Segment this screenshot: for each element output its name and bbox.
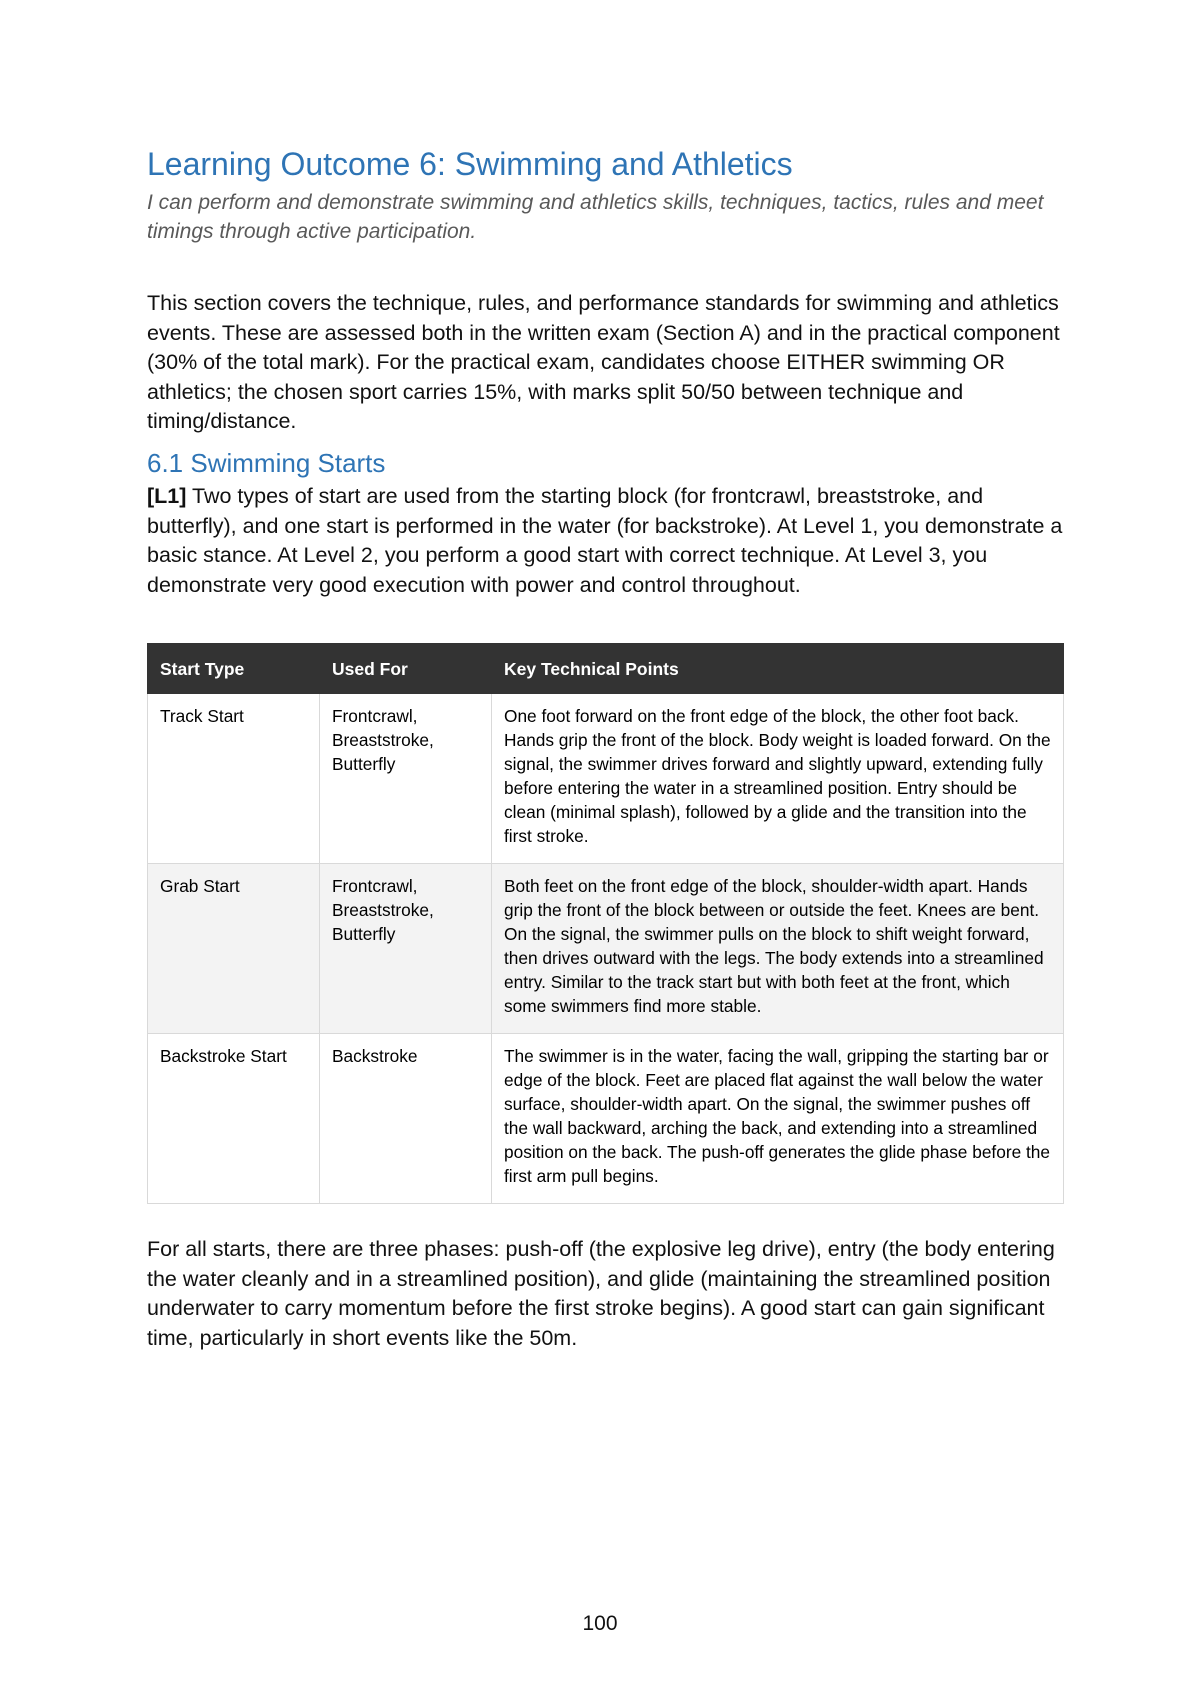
- cell-start-type: Track Start: [148, 694, 320, 864]
- cell-key-points: One foot forward on the front edge of the block, the other foot back. Hands grip the front of the block. Body weight is loaded forward. On the signal, the swimmer drives forward and slightly upward, extending fully before entering the water in a streamlined position. Entry should be clean (minimal splash), followed by a glide and the transition into the first stroke.: [492, 694, 1064, 864]
- section-body: Two types of start are used from the starting block (for frontcrawl, breaststroke, and butterfly), and one start is performed in the water (for backstroke). At Level 1, you demonstrate a basic stance. At Level 2, you perform a good start with correct technique. At Level 3, you demonstrate very good execution with power and control throughout.: [147, 484, 1063, 597]
- table-row: [148, 694, 1064, 864]
- header-start-type: Start Type: [148, 644, 320, 694]
- cell-used-for: Backstroke: [320, 1034, 492, 1204]
- table-row: [148, 1034, 1064, 1204]
- table-row: [148, 864, 1064, 1034]
- section-heading: 6.1 Swimming Starts: [147, 448, 386, 478]
- header-key-points: Key Technical Points: [492, 644, 1064, 694]
- closing-paragraph: For all starts, there are three phases: push-off (the explosive leg drive), entry (the body entering the water cleanly and in a streamlined position), and glide (maintaining the streamlined position underwater to carry momentum before the first stroke begins). A good start can gain significant time, particularly in short events like the 50m.: [147, 1237, 1055, 1350]
- cell-key-points: The swimmer is in the water, facing the wall, gripping the starting bar or edge of the block. Feet are placed flat against the wall below the water surface, shoulder-width apart. On the signal, the swimmer pushes off the wall backward, arching the back, and extending into a streamlined position on the back. The push-off generates the glide phase before the first arm pull begins.: [492, 1034, 1064, 1204]
- intro-paragraph: This section covers the technique, rules, and performance standards for swimming and athletics events. These are assessed both in the written exam (Section A) and in the practical component (30% of the total mark). For the practical exam, candidates choose EITHER swimming OR athletics; the chosen sport carries 15%, with marks split 50/50 between technique and timing/distance.: [147, 291, 1060, 433]
- section-paragraph: [147, 482, 1063, 600]
- cell-used-for: Frontcrawl, Breaststroke, Butterfly: [320, 694, 492, 864]
- cell-key-points: Both feet on the front edge of the block, shoulder-width apart. Hands grip the front of the block between or outside the feet. Knees are bent. On the signal, the swimmer pulls on the block to shift weight forward, then drives outward with the legs. The body extends into a streamlined entry. Similar to the track start but with both feet at the front, which some swimmers find more stable.: [492, 864, 1064, 1034]
- level-tag: [L1]: [147, 484, 187, 508]
- learning-outcome-statement: I can perform and demonstrate swimming and athletics skills, techniques, tactics, rules and meet timings through active participation.: [147, 191, 1044, 243]
- table-header-row: [148, 644, 1064, 694]
- cell-start-type: Backstroke Start: [148, 1034, 320, 1204]
- cell-used-for: Frontcrawl, Breaststroke, Butterfly: [320, 864, 492, 1034]
- page-title: Learning Outcome 6: Swimming and Athletics: [147, 146, 793, 182]
- cell-start-type: Grab Start: [148, 864, 320, 1034]
- header-used-for: Used For: [320, 644, 492, 694]
- swimming-starts-table: [147, 643, 1064, 1204]
- page-number: 100: [582, 1612, 618, 1635]
